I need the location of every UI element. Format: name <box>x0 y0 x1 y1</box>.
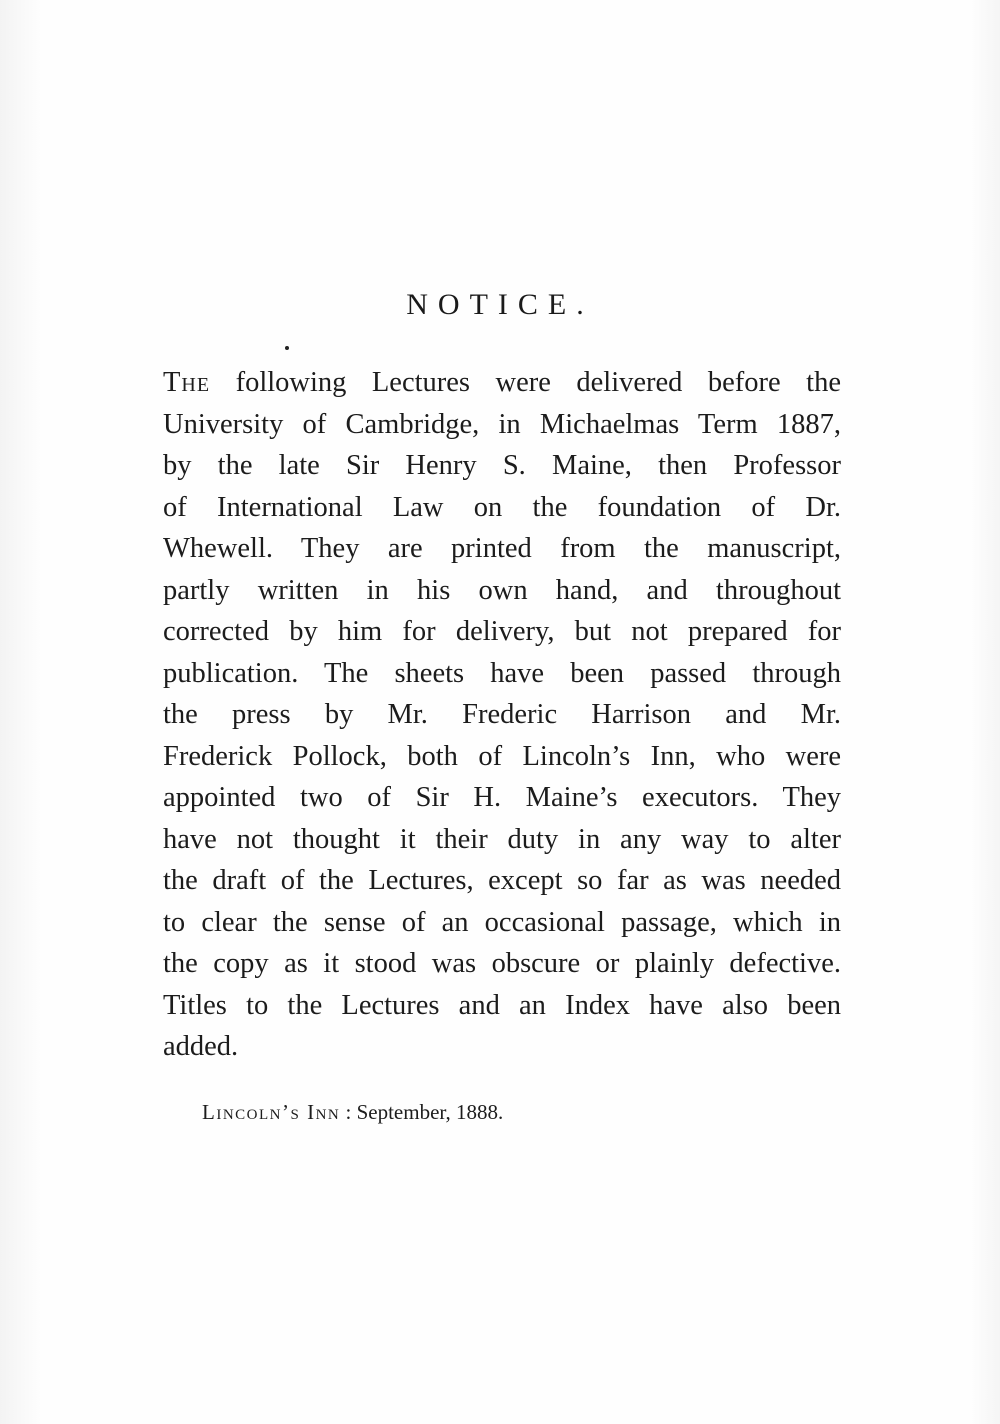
body-line: Titles to the Lectures and an Index have also been <box>163 989 841 1021</box>
body-line: by the late Sir Henry S. Maine, then Professor <box>163 450 841 481</box>
signoff <box>202 1100 503 1125</box>
body-line: to clear the sense of an occasional passage, which in <box>163 906 841 938</box>
body-line: Whewell. They are printed from the manuscript, <box>163 533 841 564</box>
signoff-separator: : <box>340 1100 357 1124</box>
body-line: the draft of the Lectures, except so far as was needed <box>163 865 841 896</box>
body-line: the press by Mr. Frederic Harrison and Mr. <box>163 699 841 730</box>
notice-title: NOTICE. <box>406 288 594 321</box>
body-line: have not thought it their duty in any way to alter <box>163 823 841 855</box>
signoff-date: September, 1888. <box>356 1100 504 1124</box>
body-line: Frederick Pollock, both of Lincoln’s Inn, who were <box>163 740 841 772</box>
body-line: corrected by him for delivery, but not prepared for <box>163 616 841 647</box>
body-line: publication. The sheets have been passed through <box>163 657 841 689</box>
body-line: The following Lectures were delivered before the <box>163 367 841 398</box>
body-line: appointed two of Sir H. Maine’s executors. They <box>163 782 841 813</box>
signoff-place: Lincoln’s Inn <box>202 1100 341 1124</box>
body-line: added. <box>163 1031 239 1062</box>
ink-speck <box>285 346 289 350</box>
body-line: University of Cambridge, in Michaelmas Term 1887, <box>163 408 841 440</box>
notice-body <box>163 362 841 1068</box>
body-line: of International Law on the foundation of Dr. <box>163 491 841 523</box>
first-word: The <box>163 367 211 398</box>
body-line: the copy as it stood was obscure or plainly defective. <box>163 948 841 979</box>
body-line: partly written in his own hand, and throughout <box>163 574 841 606</box>
